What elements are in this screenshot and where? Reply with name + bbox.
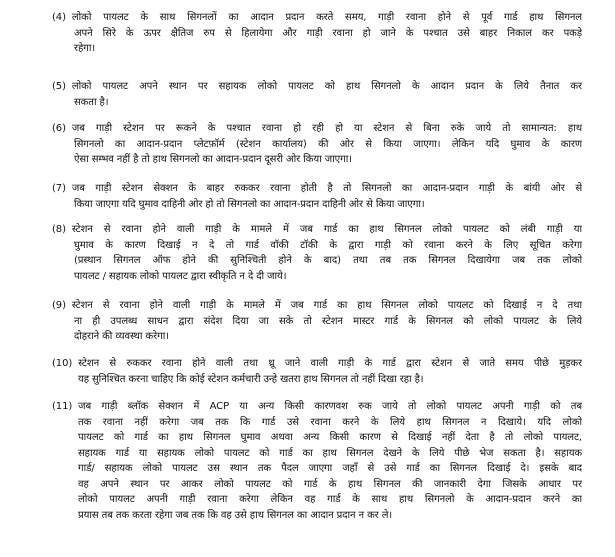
rule-text: स्टेशन से रवाना होने वाली गाड़ी के मामले में जब गार्ड का हाथ सिगनल लोको पायलट को दिखाई न दे तथा xyxy=(71,300,582,311)
rule-number: (11) xyxy=(52,401,73,412)
rule-text: लोको पायलट के साथ सिगनलों का आदान प्रदान करते समय, गाड़ी रवाना होने से पूर्व गार्ड हाथ सिगनल xyxy=(71,12,582,23)
rule-line xyxy=(52,356,582,372)
rule-line: ना ही उपलब्ध साधन द्वारा संदेश दिया जा सके तो स्टेशन मास्टर गार्ड के सिगनल को लोको पायलट के लिये xyxy=(74,315,582,327)
rule-item-10 xyxy=(52,356,582,387)
rule-item-6 xyxy=(52,121,582,168)
rule-number: (10) xyxy=(52,358,73,369)
rule-line xyxy=(52,222,582,238)
rule-line xyxy=(52,399,582,415)
rule-number: (7) xyxy=(52,183,66,194)
rule-line: वह अपने स्थान पर आकर लोको पायलट को गार्ड के हाथ सिगनल की जानकारी देगा जिसके आधार पर xyxy=(78,478,582,490)
rule-line: यह सुनिश्चित करना चाहिए कि कोई स्टेशन कर्मचारी उन्हे खतरा हाथ सिगनल तो नहीं दिखा रहा है। xyxy=(78,373,424,385)
rule-item-9 xyxy=(52,298,582,345)
rule-line: घुमाव के कारण दिखाई न दे तो गार्ड वॉकी टॉकी के द्वारा गाड़ी को रवाना करने के लिए सूचित करेगा xyxy=(74,239,582,251)
rule-text: स्टेशन से रवाना होने वाली गाड़ी के मामले में जब गार्ड का हाथ सिगनल लोको पायलट को लंबी गाड़ी या xyxy=(71,224,582,235)
rule-line: सिगनलो का आदान-प्रदान प्लेटफ़ॉर्म (स्टेशन कार्यालय) की ओर से किया जाएगा। लेकिन यदि घुमाव के कारण xyxy=(74,138,582,150)
rule-item-7 xyxy=(52,181,582,212)
rule-text: स्टेशन से रुककर रवाना होने वाली तथा थ्रू जाने वाली गाड़ी के गार्ड द्वारा स्टेशन से जाते समय पीछे मुड़कर xyxy=(78,358,582,369)
rule-line: ऐसा सम्भव नहीं है तो हाथ सिगनलो का आदान-प्रदान दूसरी ओर किया जाएगा। xyxy=(74,154,352,165)
rule-number: (5) xyxy=(52,81,66,92)
rule-line: दोहराने की व्यवस्था करेगा। xyxy=(74,331,169,342)
rule-item-11 xyxy=(52,399,582,523)
rule-text: जब गाड़ी स्टेशन सेक्शन के बाहर रुककर रवाना होती है तो सिगनलो का आदान-प्रदान गाड़ी के बांयी ओर से xyxy=(71,183,582,194)
rule-text: जब गाड़ी स्टेशन पर रूकने के पश्चात रवाना हो रही हो या स्टेशन से बिना रुके जाये तो सामान्यत: हाथ xyxy=(71,123,582,134)
rule-line xyxy=(52,181,582,197)
rule-line: पायलट को गार्ड का हाथ सिगनल घुमाव अथवा अन्य किसी कारण से दिखाई नहीं देता है तो लोको पायलट, xyxy=(78,432,582,443)
rule-line: पायलट / सहायक लोको पायलट द्वारा स्वीकृति न दे दी जाये। xyxy=(74,270,287,282)
rule-line xyxy=(52,298,582,314)
rule-line xyxy=(52,121,582,137)
rule-number: (8) xyxy=(52,224,66,235)
rule-item-5 xyxy=(52,79,582,110)
rule-line: प्रयास तब तक करता रहेगा जब तक कि वह उसे हाथ सिगनल का आदान प्रदान न कर ले। xyxy=(78,509,393,521)
rule-line xyxy=(52,10,582,26)
rule-line: लोको पायलट अपनी गाड़ी रवाना करेगा लेकिन वह गार्ड के साथ हाथ सिगनलो के आदान-प्रदान करने का xyxy=(78,494,582,505)
rule-line: सकता है। xyxy=(74,96,109,108)
rule-line: किया जाएगा यदि घुमाव दाहिनी ओर हो तो सिगनलो का आदान-प्रदान दाहिनी ओर से किया जाएगा। xyxy=(74,198,425,210)
rule-item-4 xyxy=(52,10,582,57)
rule-number: (9) xyxy=(52,300,66,311)
rule-item-8 xyxy=(52,222,582,284)
rule-line: अपने सिरे के ऊपर क्षैतिज रुप से हिलायेगा और गाड़ी रवाना हो जाने के पश्चात उसे बाहर निकाल कर पकड़े xyxy=(74,27,582,39)
rule-line: (प्रस्थान सिगनल ऑफ होने की सुनिश्चिती होने के बाद) तथा तब तक सिगनल दिखायेगा जब तक लोको xyxy=(74,255,582,266)
rule-line: तक रवाना नहीं करेगा जब तक कि गार्ड उसे रवाना करने के लिये हाथ सिगनल न दिखाये। यदि लोको xyxy=(78,416,582,428)
rule-line: सहायक गार्ड या सहायक लोको पायलट को गार्ड का हाथ सिगनल देखने के लिये पीछे भेज सकता है। सहायक xyxy=(78,447,582,459)
rule-line: रहेगा। xyxy=(74,43,96,54)
rule-line: गार्ड/ सहायक लोको पायलट उस स्थान तक पैदल जाएगा जहाँ से उसे गार्ड का सिगनल दिखाई दे। इसके बाद xyxy=(78,463,582,474)
rule-number: (6) xyxy=(52,123,66,134)
rule-text: लोको पायलट अपने स्थान पर सहायक लोको पायलट को हाथ सिगनलो के आदान प्रदान के लिये तैनात कर xyxy=(71,81,582,92)
rule-text: जब गाड़ी ब्लॉक सेक्शन में ACP या अन्य किसी कारणवश रुक जाये तो लोको पायलट अपनी गाड़ी को तब xyxy=(78,401,582,412)
rule-line xyxy=(52,79,582,95)
rule-number: (4) xyxy=(52,12,66,23)
